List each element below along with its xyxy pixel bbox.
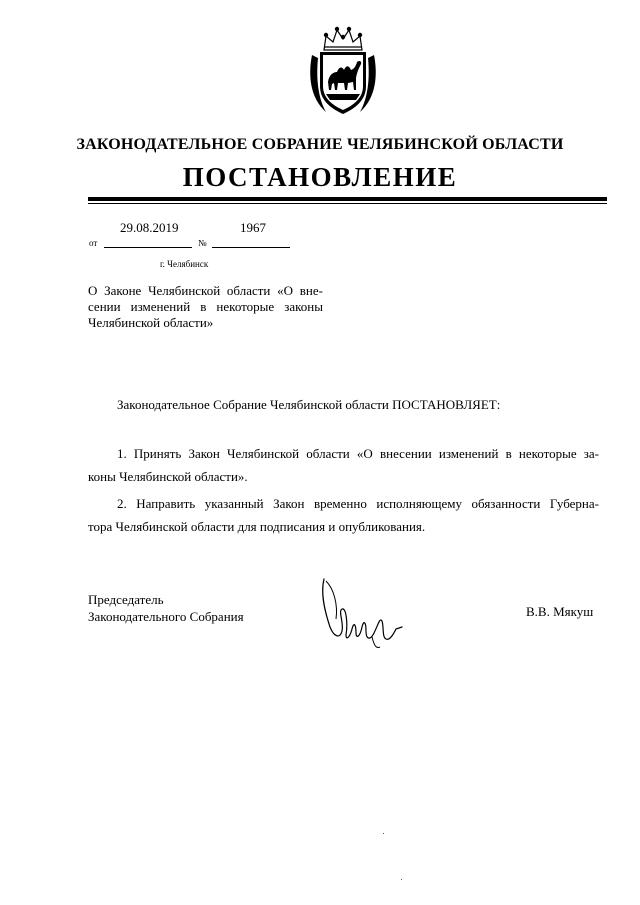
item1-line1: 1. Принять Закон Челябинской области «О внесении изменений в некоторые за- (117, 446, 599, 461)
signatory-title-line: Председатель (88, 592, 164, 607)
item2-line1: 2. Направить указанный Закон временно исполняющему обязанности Губерна- (117, 496, 599, 511)
document-subject (88, 283, 323, 331)
signatory-name: В.В. Мякуш (526, 604, 594, 619)
header-rule-thick (88, 197, 607, 201)
date-prefix: от (89, 238, 98, 248)
document-number: 1967 (240, 220, 266, 235)
organization-name: ЗАКОНОДАТЕЛЬНОЕ СОБРАНИЕ ЧЕЛЯБИНСКОЙ ОБЛАСТИ (76, 136, 564, 153)
scan-speck (383, 833, 384, 834)
scan-speck (401, 879, 402, 880)
signatory-title-line: Законодательного Собрания (88, 609, 244, 624)
signatory-title (88, 591, 244, 625)
handwritten-signature (316, 575, 416, 655)
item1-line2: коны Челябинской области». (88, 469, 248, 484)
date-underline (104, 247, 192, 248)
coat-of-arms-icon (304, 20, 382, 120)
number-prefix: № (198, 238, 207, 248)
document-date: 29.08.2019 (120, 220, 179, 235)
document-type: ПОСТАНОВЛЕНИЕ (182, 162, 458, 192)
resolution-intro: Законодательное Собрание Челябинской области ПОСТАНОВЛЯЕТ: (117, 397, 501, 412)
subject-line: Челябинской области» (88, 315, 214, 330)
subject-line: сении изменений в некоторые законы (88, 299, 323, 314)
subject-line: О Законе Челябинской области «О вне- (88, 283, 323, 298)
city: г. Челябинск (160, 259, 209, 269)
item2-line2: тора Челябинской области для подписания и опубликования. (88, 519, 426, 534)
number-underline (212, 247, 290, 248)
header-rule-thin (88, 203, 607, 204)
